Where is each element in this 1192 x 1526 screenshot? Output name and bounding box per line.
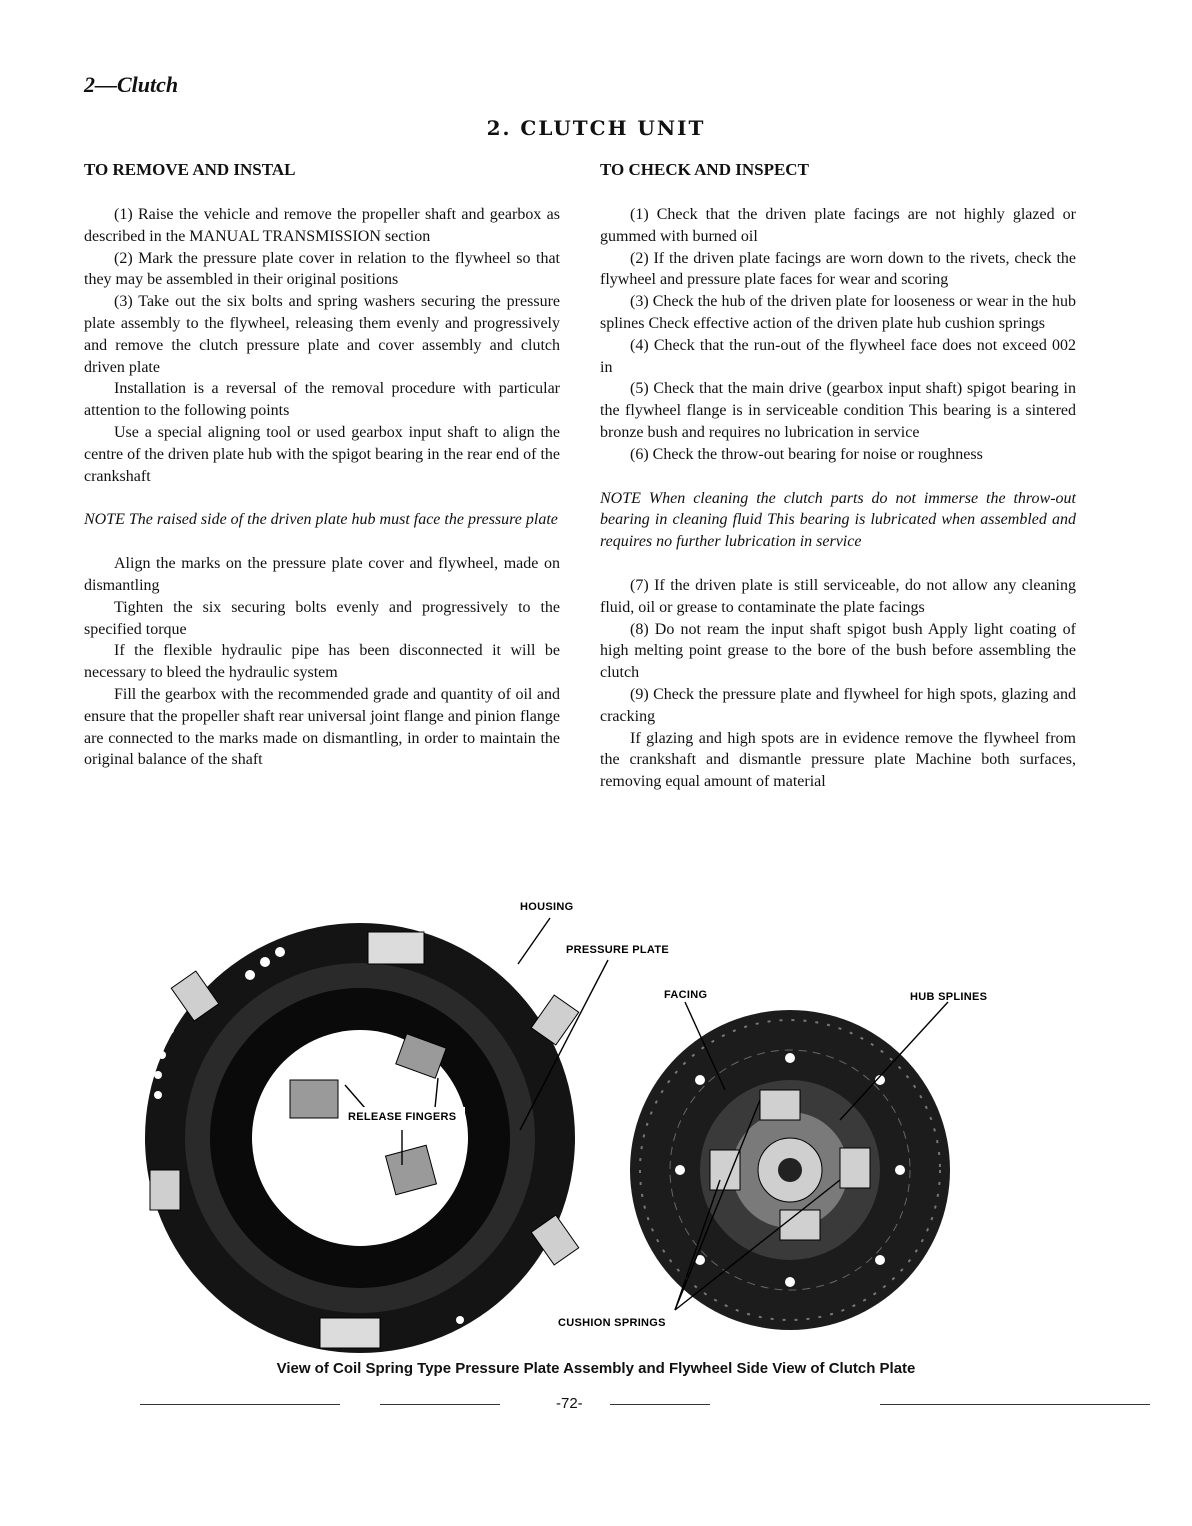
hub-splines-label: HUB SPLINES: [910, 991, 988, 1003]
facing-label: FACING: [664, 989, 708, 1001]
right-paragraph: (9) Check the pressure plate and flywheel for high spots, glazing and cracking: [600, 685, 1076, 725]
left-paragraph: Use a special aligning tool or used gearbox input shaft to align the centre of the driven plate hub with the spigot bearing in the rear end of the crankshaft: [84, 423, 560, 485]
left-paragraph: Align the marks on the pressure plate cover and flywheel, made on dismantling: [84, 555, 560, 594]
left-heading: TO REMOVE AND INSTAL: [84, 160, 296, 179]
driven-plate: [630, 1010, 950, 1330]
right-paragraph: If glazing and high spots are in evidence remove the flywheel from the crankshaft and dismantle pressure plate Machine both surfaces, removing equal amount of material: [600, 729, 1076, 791]
left-paragraph: Fill the gearbox with the recommended grade and quantity of oil and ensure that the propeller shaft rear universal joint flange and pinion flange are connected to the marks made on dismantling, in order to maintain the original balance of the shaft: [84, 685, 560, 769]
right-heading: TO CHECK AND INSPECT: [600, 160, 809, 179]
left-note: NOTE The raised side of the driven plate hub must face the pressure plate: [84, 511, 558, 529]
footer-rule: [380, 1404, 500, 1405]
release-fingers-label: RELEASE FINGERS: [348, 1111, 457, 1123]
right-column: [600, 204, 1076, 793]
footer-rule: [880, 1404, 1150, 1405]
page-header: 2—Clutch: [84, 72, 179, 97]
right-paragraph: (7) If the driven plate is still serviceable, do not allow any cleaning fluid, oil or grease to contaminate the plate facings: [600, 576, 1076, 616]
section-title: 2. CLUTCH UNIT: [486, 116, 706, 140]
pressure-plate-assembly: [145, 902, 579, 1353]
footer-rule: [610, 1404, 710, 1405]
left-paragraph: Installation is a reversal of the removal procedure with particular attention to the following points: [84, 380, 560, 420]
cushion-springs-label: CUSHION SPRINGS: [558, 1317, 666, 1329]
clutch-figure: [140, 880, 1060, 1360]
left-paragraph: (2) Mark the pressure plate cover in relation to the flywheel so that they may be assembled in their original positions: [84, 249, 560, 289]
figure-caption: View of Coil Spring Type Pressure Plate Assembly and Flywheel Side View of Clutch Plate: [276, 1360, 916, 1377]
pressure-plate-label: PRESSURE PLATE: [566, 944, 670, 956]
clutch-illustration: [140, 880, 1060, 1360]
right-paragraph: (5) Check that the main drive (gearbox input shaft) spigot bearing in the flywheel flange is in serviceable condition This bearing is a sintered bronze bush and requires no lubrication in service: [600, 380, 1076, 441]
right-paragraph: (1) Check that the driven plate facings are not highly glazed or gummed with burned oil: [600, 206, 1076, 245]
page-number: -72-: [556, 1395, 583, 1412]
left-column: [84, 204, 560, 771]
right-note: NOTE When cleaning the clutch parts do not immerse the throw-out bearing in cleaning fluid This bearing is lubricated when assembled and requires no further lubrication in service: [600, 489, 1076, 551]
left-paragraph: If the flexible hydraulic pipe has been disconnected it will be necessary to bleed the hydraulic system: [84, 642, 560, 682]
housing-label: HOUSING: [520, 901, 574, 913]
left-paragraph: Tighten the six securing bolts evenly and progressively to the specified torque: [84, 598, 560, 638]
right-paragraph: (2) If the driven plate facings are worn down to the rivets, check the flywheel and pressure plate faces for wear and scoring: [600, 249, 1076, 289]
right-paragraph: (6) Check the throw-out bearing for noise or roughness: [630, 445, 983, 463]
left-paragraph: (3) Take out the six bolts and spring washers securing the pressure plate assembly to the flywheel, releasing them evenly and progressively and remove the clutch pressure plate and cover assembly and clutch driven plate: [84, 293, 560, 376]
left-paragraph: (1) Raise the vehicle and remove the propeller shaft and gearbox as described in the MANUAL TRANSMISSION section: [84, 206, 560, 245]
right-paragraph: (4) Check that the run-out of the flywheel face does not exceed 002 in: [600, 336, 1076, 376]
right-paragraph: (8) Do not ream the input shaft spigot bush Apply light coating of high melting point grease to the bore of the bush before assembling the clutch: [600, 620, 1076, 682]
footer-rule: [140, 1404, 340, 1405]
right-paragraph: (3) Check the hub of the driven plate for looseness or wear in the hub splines Check effective action of the driven plate hub cushion springs: [600, 293, 1076, 332]
